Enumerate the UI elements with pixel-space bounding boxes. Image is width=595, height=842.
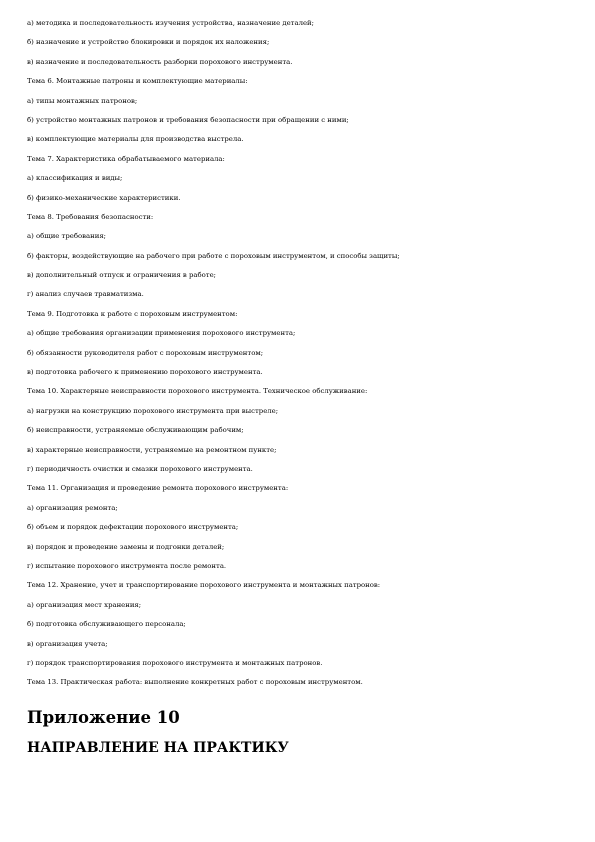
- topic-item-line: в) организация учета;: [27, 639, 108, 648]
- topic-heading-line: Тема 9. Подготовка к работе с пороховым инструментом:: [27, 309, 238, 318]
- topic-item-line: в) подготовка рабочего к применению порохового инструмента.: [27, 368, 263, 377]
- topic-item-line: а) методика и последовательность изучения устройства, назначение деталей;: [27, 19, 314, 27]
- topic-item-line: б) назначение и устройство блокировки и порядок их наложения;: [27, 38, 270, 47]
- topic-item-line: а) нагрузки на конструкцию порохового инструмента при выстреле;: [27, 406, 279, 415]
- topic-item-line: в) комплектующие материалы для производства выстрела.: [27, 135, 244, 144]
- topic-item-line: г) порядок транспортирования порохового инструмента и монтажных патронов.: [27, 658, 323, 667]
- topic-item-line: а) классификация и виды;: [27, 174, 123, 183]
- topic-item-line: б) неисправности, устраняемые обслуживающим рабочим;: [27, 426, 244, 435]
- topic-item-line: б) подготовка обслуживающего персонала;: [27, 620, 186, 629]
- topic-item-line: а) организация ремонта;: [27, 503, 118, 512]
- topic-item-line: в) дополнительный отпуск и ограничения в работе;: [27, 271, 216, 280]
- topic-item-line: б) устройство монтажных патронов и требования безопасности при обращении с ними;: [27, 115, 349, 124]
- appendix-subtitle: НАПРАВЛЕНИЕ НА ПРАКТИКУ: [27, 740, 289, 756]
- topic-heading-line: Тема 7. Характеристика обрабатываемого материала:: [27, 154, 225, 163]
- topic-item-line: г) испытание порохового инструмента после ремонта.: [27, 561, 227, 570]
- topic-item-line: а) организация мест хранения;: [27, 600, 142, 609]
- appendix-title: Приложение 10: [27, 708, 180, 727]
- topic-heading-line: Тема 6. Монтажные патроны и комплектующие материалы:: [27, 77, 248, 86]
- topic-item-line: б) факторы, воздействующие на рабочего при работе с пороховым инструментом, и способы защиты;: [27, 251, 400, 260]
- topic-heading-line: Тема 13. Практическая работа: выполнение конкретных работ с пороховым инструментом.: [27, 678, 363, 687]
- topic-heading-line: Тема 12. Хранение, учет и транспортирование порохового инструмента и монтажных патронов:: [27, 581, 381, 590]
- topic-item-line: б) объем и порядок дефектации порохового инструмента;: [27, 523, 239, 532]
- topic-item-line: б) физико-механические характеристики.: [27, 193, 181, 202]
- topic-heading-line: Тема 11. Организация и проведение ремонта порохового инструмента:: [27, 484, 289, 493]
- topic-heading-line: Тема 10. Характерные неисправности порохового инструмента. Техническое обслуживание:: [27, 387, 368, 396]
- topic-item-line: г) периодичность очистки и смазки порохового инструмента.: [27, 464, 253, 473]
- topic-item-line: в) порядок и проведение замены и подгонки деталей;: [27, 542, 225, 551]
- topic-item-line: в) назначение и последовательность разборки порохового инструмента.: [27, 57, 293, 66]
- topic-item-line: а) общие требования организации применения порохового инструмента;: [27, 329, 296, 338]
- topic-item-line: а) общие требования;: [27, 232, 106, 241]
- topic-heading-line: Тема 8. Требования безопасности:: [27, 212, 154, 221]
- program-topics-list: [27, 17, 572, 696]
- topic-item-line: г) анализ случаев травматизма.: [27, 290, 144, 299]
- topic-item-line: б) обязанности руководителя работ с пороховым инструментом;: [27, 348, 264, 357]
- topic-item-line: в) характерные неисправности, устраняемые на ремонтном пункте;: [27, 445, 277, 454]
- topic-item-line: а) типы монтажных патронов;: [27, 96, 138, 105]
